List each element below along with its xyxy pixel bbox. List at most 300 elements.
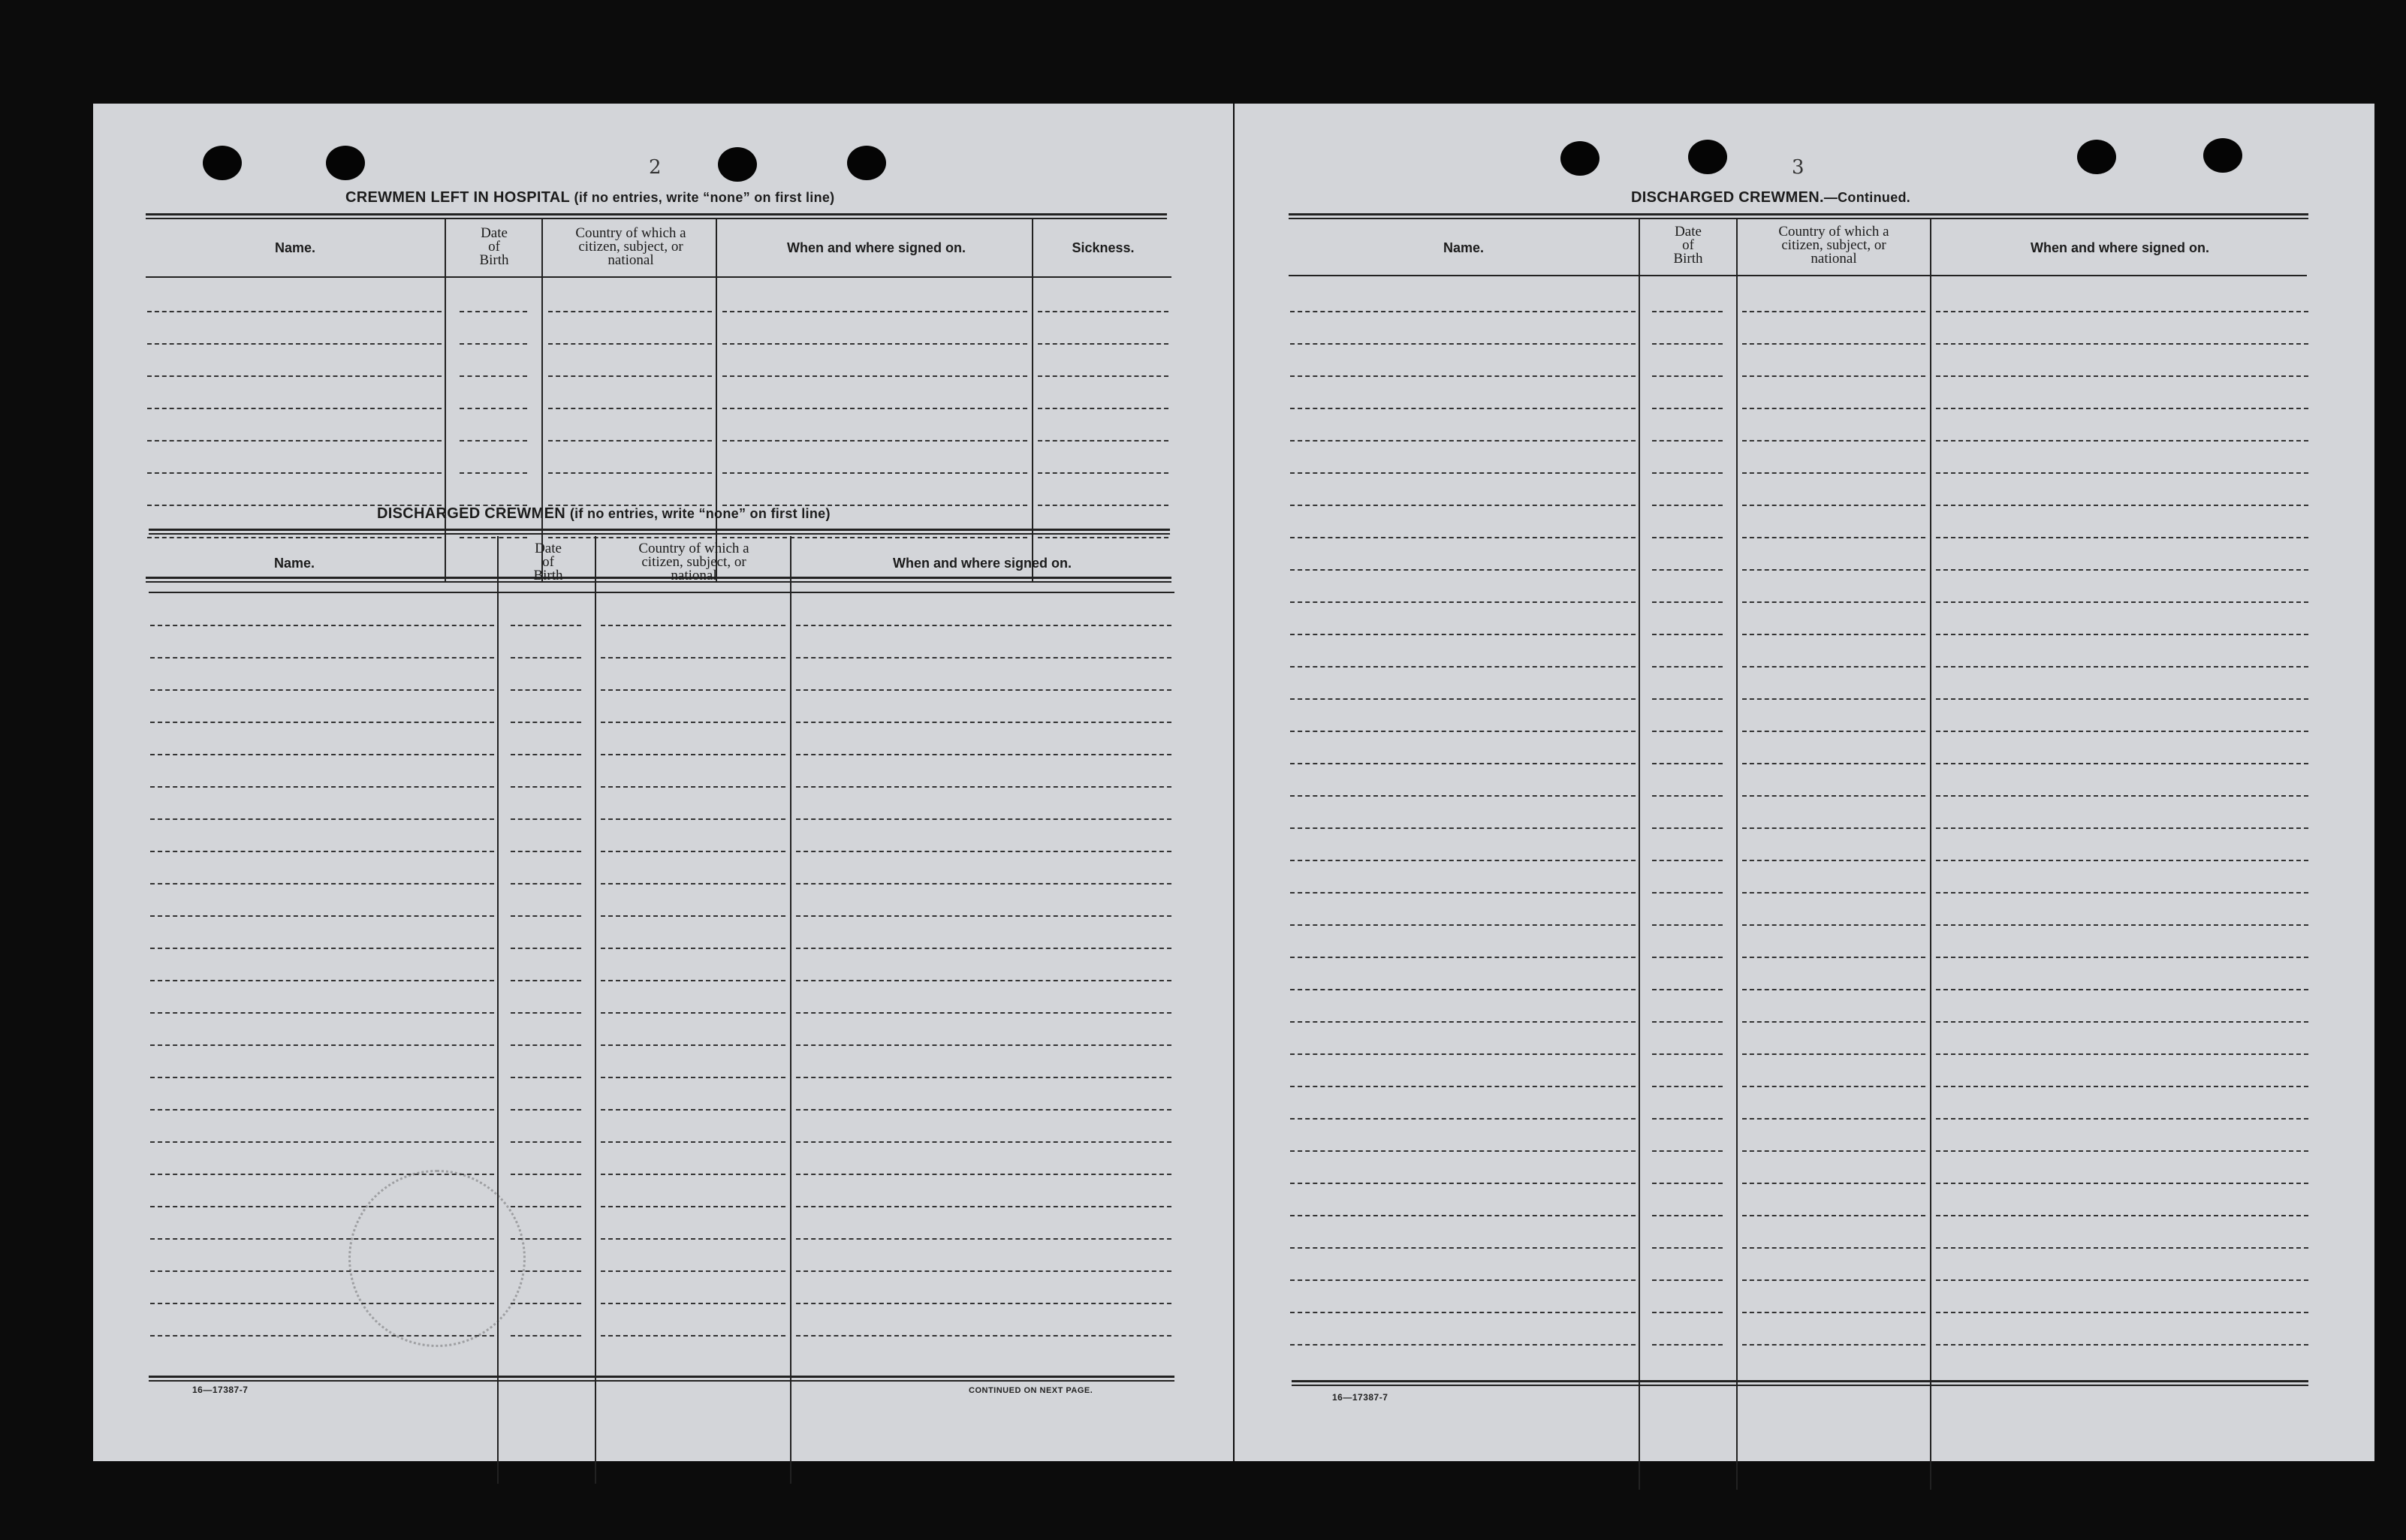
punch-hole (203, 146, 242, 180)
entry-line (1936, 957, 2308, 958)
entry-line (548, 440, 712, 442)
discharged-title-main: DISCHARGED CREWMEN (377, 505, 565, 522)
entry-line (601, 1303, 785, 1304)
entry-line (1290, 763, 1636, 764)
entry-line (601, 1012, 785, 1014)
entry-line (460, 440, 527, 442)
entry-line (1290, 989, 1636, 990)
entry-line (548, 472, 712, 474)
entry-line (548, 537, 712, 538)
entry-line (1652, 892, 1723, 894)
entry-line (548, 311, 712, 312)
entry-line (511, 980, 581, 981)
punch-hole (718, 147, 757, 182)
hospital-section-title (345, 189, 834, 206)
entry-line (1742, 343, 1925, 345)
entry-line (147, 408, 442, 409)
continued-note: CONTINUED ON NEXT PAGE. (969, 1386, 1093, 1395)
entry-line (1038, 343, 1168, 345)
entry-line (150, 754, 494, 755)
entry-line (1038, 505, 1168, 506)
entry-line (511, 689, 581, 691)
entry-line (460, 343, 527, 345)
entry-line (1742, 1312, 1925, 1313)
entry-line (1742, 634, 1925, 635)
entry-line (460, 537, 527, 538)
entry-line (150, 1044, 494, 1046)
entry-line (511, 1012, 581, 1014)
entry-line (1652, 1150, 1723, 1152)
entry-line (1652, 698, 1723, 700)
entry-line (796, 851, 1171, 852)
entry-line (1936, 892, 2308, 894)
double-rule (1292, 1380, 2308, 1386)
entry-line (511, 754, 581, 755)
entry-line (1742, 860, 1925, 861)
header-date-of-birth: Date of Birth (479, 225, 509, 268)
column-divider (1639, 219, 1640, 1490)
entry-line (147, 343, 442, 345)
entry-line (150, 1012, 494, 1014)
entry-line (1652, 1247, 1723, 1249)
entry-line (1290, 472, 1636, 474)
entry-line (1290, 1312, 1636, 1313)
entry-line (1742, 472, 1925, 474)
entry-line (796, 1335, 1171, 1337)
entry-line (1290, 408, 1636, 409)
header-sickness: Sickness. (1072, 240, 1135, 255)
entry-line (722, 440, 1027, 442)
entry-line (1652, 827, 1723, 829)
entry-line (1936, 924, 2308, 926)
entry-line (1936, 311, 2308, 312)
entry-line (1652, 1086, 1723, 1087)
entry-line (1290, 1118, 1636, 1120)
entry-line (1290, 698, 1636, 700)
entry-line (1290, 1053, 1636, 1055)
header-country: Country of which a citizen, subject, or national (575, 225, 686, 268)
entry-line (1652, 408, 1723, 409)
entry-line (1652, 343, 1723, 345)
entry-line (1742, 924, 1925, 926)
double-rule (1289, 213, 2308, 219)
entry-line (1290, 827, 1636, 829)
entry-line (147, 311, 442, 312)
discharged-title-note: (if no entries, write “none” on first line) (569, 506, 831, 521)
punch-hole (2077, 140, 2116, 174)
entry-line (1936, 408, 2308, 409)
entry-line (1652, 311, 1723, 312)
entry-line (150, 851, 494, 852)
entry-line (722, 472, 1027, 474)
entry-line (1742, 731, 1925, 732)
entry-line (1936, 1118, 2308, 1120)
entry-line (1290, 924, 1636, 926)
discharged-continued-title (1631, 189, 1910, 206)
entry-line (1652, 601, 1723, 603)
entry-line (1652, 957, 1723, 958)
entry-line (601, 980, 785, 981)
entry-line (601, 1174, 785, 1175)
entry-line (1290, 1086, 1636, 1087)
header-date-of-birth: Date of Birth (1673, 224, 1703, 267)
entry-line (1652, 1312, 1723, 1313)
entry-line (1290, 311, 1636, 312)
entry-line (1652, 1053, 1723, 1055)
entry-line (796, 657, 1171, 658)
entry-line (601, 722, 785, 723)
entry-line (601, 754, 785, 755)
entry-line (1652, 666, 1723, 668)
entry-line (511, 818, 581, 820)
entry-line (548, 375, 712, 377)
entry-line (1936, 763, 2308, 764)
left-form-page (93, 104, 1233, 1461)
entry-line (796, 1270, 1171, 1272)
header-name: Name. (273, 556, 315, 571)
entry-line (796, 1303, 1171, 1304)
header-rule (149, 592, 1174, 593)
punch-hole (2203, 138, 2242, 173)
entry-line (601, 915, 785, 917)
entry-line (601, 851, 785, 852)
entry-line (796, 1077, 1171, 1078)
entry-line (1290, 666, 1636, 668)
entry-line (150, 1141, 494, 1143)
entry-line (1290, 1344, 1636, 1346)
entry-line (150, 818, 494, 820)
entry-line (1936, 601, 2308, 603)
entry-line (601, 1206, 785, 1207)
entry-line (1742, 1053, 1925, 1055)
entry-line (511, 625, 581, 626)
header-signed-on: When and where signed on. (2030, 240, 2210, 255)
entry-line (1936, 1053, 2308, 1055)
entry-line (601, 1335, 785, 1337)
entry-line (796, 1141, 1171, 1143)
entry-line (1742, 601, 1925, 603)
entry-line (511, 1044, 581, 1046)
entry-line (1290, 860, 1636, 861)
entry-line (1936, 472, 2308, 474)
entry-line (511, 948, 581, 949)
entry-line (601, 1238, 785, 1240)
entry-line (1290, 343, 1636, 345)
header-name: Name. (274, 240, 316, 255)
entry-line (601, 1044, 785, 1046)
entry-line (601, 1270, 785, 1272)
entry-line (1290, 569, 1636, 571)
entry-line (1290, 505, 1636, 506)
entry-line (722, 311, 1027, 312)
entry-line (1652, 763, 1723, 764)
punch-hole (847, 146, 886, 180)
entry-line (1652, 505, 1723, 506)
title-main: DISCHARGED CREWMEN. (1631, 189, 1824, 206)
entry-line (147, 440, 442, 442)
entry-line (1652, 860, 1723, 861)
entry-line (1290, 1183, 1636, 1184)
entry-line (601, 657, 785, 658)
entry-line (601, 1141, 785, 1143)
double-rule (149, 1376, 1174, 1382)
entry-line (1742, 1021, 1925, 1023)
entry-line (796, 722, 1171, 723)
entry-line (1742, 440, 1925, 442)
entry-line (1742, 666, 1925, 668)
entry-line (1742, 989, 1925, 990)
discharged-section-title (377, 505, 831, 523)
entry-line (548, 343, 712, 345)
entry-line (1936, 1247, 2308, 1249)
entry-line (511, 1206, 581, 1207)
entry-line (1936, 827, 2308, 829)
entry-line (1290, 634, 1636, 635)
entry-line (1742, 957, 1925, 958)
entry-line (511, 1303, 581, 1304)
entry-line (796, 1238, 1171, 1240)
entry-line (722, 375, 1027, 377)
entry-line (1038, 311, 1168, 312)
entry-line (1290, 795, 1636, 797)
entry-line (1652, 537, 1723, 538)
hospital-title-note: (if no entries, write “none” on first line) (574, 190, 835, 205)
entry-line (1742, 1247, 1925, 1249)
entry-line (1936, 1086, 2308, 1087)
entry-line (511, 722, 581, 723)
column-divider (1930, 219, 1931, 1490)
entry-line (1936, 698, 2308, 700)
entry-line (150, 786, 494, 788)
entry-line (150, 980, 494, 981)
entry-line (1742, 795, 1925, 797)
double-rule (146, 213, 1167, 219)
entry-line (1936, 343, 2308, 345)
entry-line (147, 537, 442, 538)
column-divider (497, 536, 499, 1484)
entry-line (150, 722, 494, 723)
entry-line (1290, 537, 1636, 538)
hospital-title-main: CREWMEN LEFT IN HOSPITAL (345, 189, 570, 206)
entry-line (1652, 989, 1723, 990)
entry-line (1936, 1312, 2308, 1313)
entry-line (1936, 634, 2308, 635)
entry-line (796, 1174, 1171, 1175)
entry-line (1936, 1183, 2308, 1184)
entry-line (1652, 1021, 1723, 1023)
form-number: 16—17387-7 (192, 1385, 249, 1395)
entry-line (1742, 763, 1925, 764)
entry-line (460, 472, 527, 474)
entry-line (147, 472, 442, 474)
entry-line (796, 754, 1171, 755)
entry-line (1936, 989, 2308, 990)
entry-line (1936, 795, 2308, 797)
entry-line (1742, 1183, 1925, 1184)
entry-line (1936, 505, 2308, 506)
entry-line (1652, 924, 1723, 926)
entry-line (1290, 375, 1636, 377)
entry-line (1652, 375, 1723, 377)
entry-line (1936, 537, 2308, 538)
entry-line (796, 1012, 1171, 1014)
entry-line (1038, 408, 1168, 409)
entry-line (1936, 375, 2308, 377)
entry-line (511, 883, 581, 885)
entry-line (796, 980, 1171, 981)
entry-line (1936, 731, 2308, 732)
header-name: Name. (1443, 240, 1485, 255)
entry-line (1936, 1344, 2308, 1346)
entry-line (1652, 634, 1723, 635)
entry-line (150, 1109, 494, 1111)
header-signed-on: When and where signed on. (786, 240, 966, 255)
entry-line (1290, 1279, 1636, 1281)
entry-line (796, 948, 1171, 949)
entry-line (1936, 1150, 2308, 1152)
header-rule (1289, 275, 2307, 276)
entry-line (1936, 1279, 2308, 1281)
entry-line (1652, 1183, 1723, 1184)
entry-line (511, 915, 581, 917)
entry-line (601, 786, 785, 788)
entry-line (796, 786, 1171, 788)
entry-line (460, 408, 527, 409)
entry-line (1936, 1021, 2308, 1023)
entry-line (1290, 731, 1636, 732)
entry-line (1742, 505, 1925, 506)
entry-line (511, 851, 581, 852)
entry-line (1652, 440, 1723, 442)
entry-line (601, 1109, 785, 1111)
entry-line (511, 1109, 581, 1111)
title-note: —Continued. (1823, 190, 1911, 205)
entry-line (1038, 440, 1168, 442)
entry-line (1652, 472, 1723, 474)
entry-line (1936, 666, 2308, 668)
entry-line (1652, 1215, 1723, 1216)
header-date-of-birth: Date of Birth (533, 541, 563, 583)
double-rule (149, 529, 1170, 535)
entry-line (511, 1141, 581, 1143)
entry-line (1936, 1215, 2308, 1216)
entry-line (1038, 375, 1168, 377)
header-country: Country of which a citizen, subject, or national (638, 541, 749, 583)
entry-line (1742, 311, 1925, 312)
entry-line (147, 375, 442, 377)
entry-line (1290, 957, 1636, 958)
entry-line (796, 1044, 1171, 1046)
entry-line (1742, 1086, 1925, 1087)
entry-line (150, 1077, 494, 1078)
entry-line (1290, 1247, 1636, 1249)
entry-line (511, 1335, 581, 1337)
entry-line (1742, 569, 1925, 571)
entry-line (1936, 569, 2308, 571)
entry-line (796, 818, 1171, 820)
entry-line (511, 786, 581, 788)
header-signed-on: When and where signed on. (892, 556, 1072, 571)
form-number: 16—17387-7 (1332, 1392, 1388, 1403)
entry-line (1742, 537, 1925, 538)
entry-line (722, 537, 1027, 538)
entry-line (601, 818, 785, 820)
entry-line (601, 948, 785, 949)
entry-line (150, 915, 494, 917)
entry-line (511, 1174, 581, 1175)
entry-line (1290, 1215, 1636, 1216)
faded-stamp (348, 1170, 526, 1347)
entry-line (511, 1077, 581, 1078)
entry-line (1742, 892, 1925, 894)
entry-line (1742, 375, 1925, 377)
entry-line (511, 657, 581, 658)
page-number: 3 (1792, 156, 1804, 179)
entry-line (796, 1206, 1171, 1207)
entry-line (1742, 1344, 1925, 1346)
entry-line (150, 625, 494, 626)
header-rule (146, 276, 1171, 278)
entry-line (460, 375, 527, 377)
entry-line (1652, 795, 1723, 797)
entry-line (1652, 569, 1723, 571)
entry-line (150, 948, 494, 949)
entry-line (1652, 1118, 1723, 1120)
entry-line (150, 883, 494, 885)
entry-line (1742, 1118, 1925, 1120)
entry-line (722, 408, 1027, 409)
entry-line (548, 408, 712, 409)
entry-line (1742, 698, 1925, 700)
entry-line (796, 689, 1171, 691)
entry-line (601, 1077, 785, 1078)
entry-line (1038, 537, 1168, 538)
entry-line (1290, 601, 1636, 603)
punch-hole (1688, 140, 1727, 174)
entry-line (601, 883, 785, 885)
entry-line (1652, 731, 1723, 732)
entry-line (1742, 408, 1925, 409)
entry-line (1936, 440, 2308, 442)
right-form-page (1235, 104, 2374, 1461)
entry-line (796, 625, 1171, 626)
entry-line (150, 657, 494, 658)
entry-line (796, 1109, 1171, 1111)
entry-line (1742, 1279, 1925, 1281)
entry-line (796, 915, 1171, 917)
punch-hole (1560, 141, 1599, 176)
entry-line (1290, 1021, 1636, 1023)
column-divider (1736, 219, 1738, 1490)
entry-line (1936, 860, 2308, 861)
entry-line (460, 311, 527, 312)
punch-hole (326, 146, 365, 180)
header-country: Country of which a citizen, subject, or national (1778, 224, 1889, 267)
page-number: 2 (649, 156, 662, 179)
entry-line (722, 343, 1027, 345)
entry-line (150, 689, 494, 691)
entry-line (1290, 440, 1636, 442)
entry-line (1652, 1344, 1723, 1346)
column-divider (790, 536, 791, 1484)
entry-line (1290, 892, 1636, 894)
entry-line (601, 625, 785, 626)
entry-line (1652, 1279, 1723, 1281)
entry-line (1290, 1150, 1636, 1152)
entry-line (1742, 1215, 1925, 1216)
entry-line (1742, 827, 1925, 829)
column-divider (595, 536, 596, 1484)
